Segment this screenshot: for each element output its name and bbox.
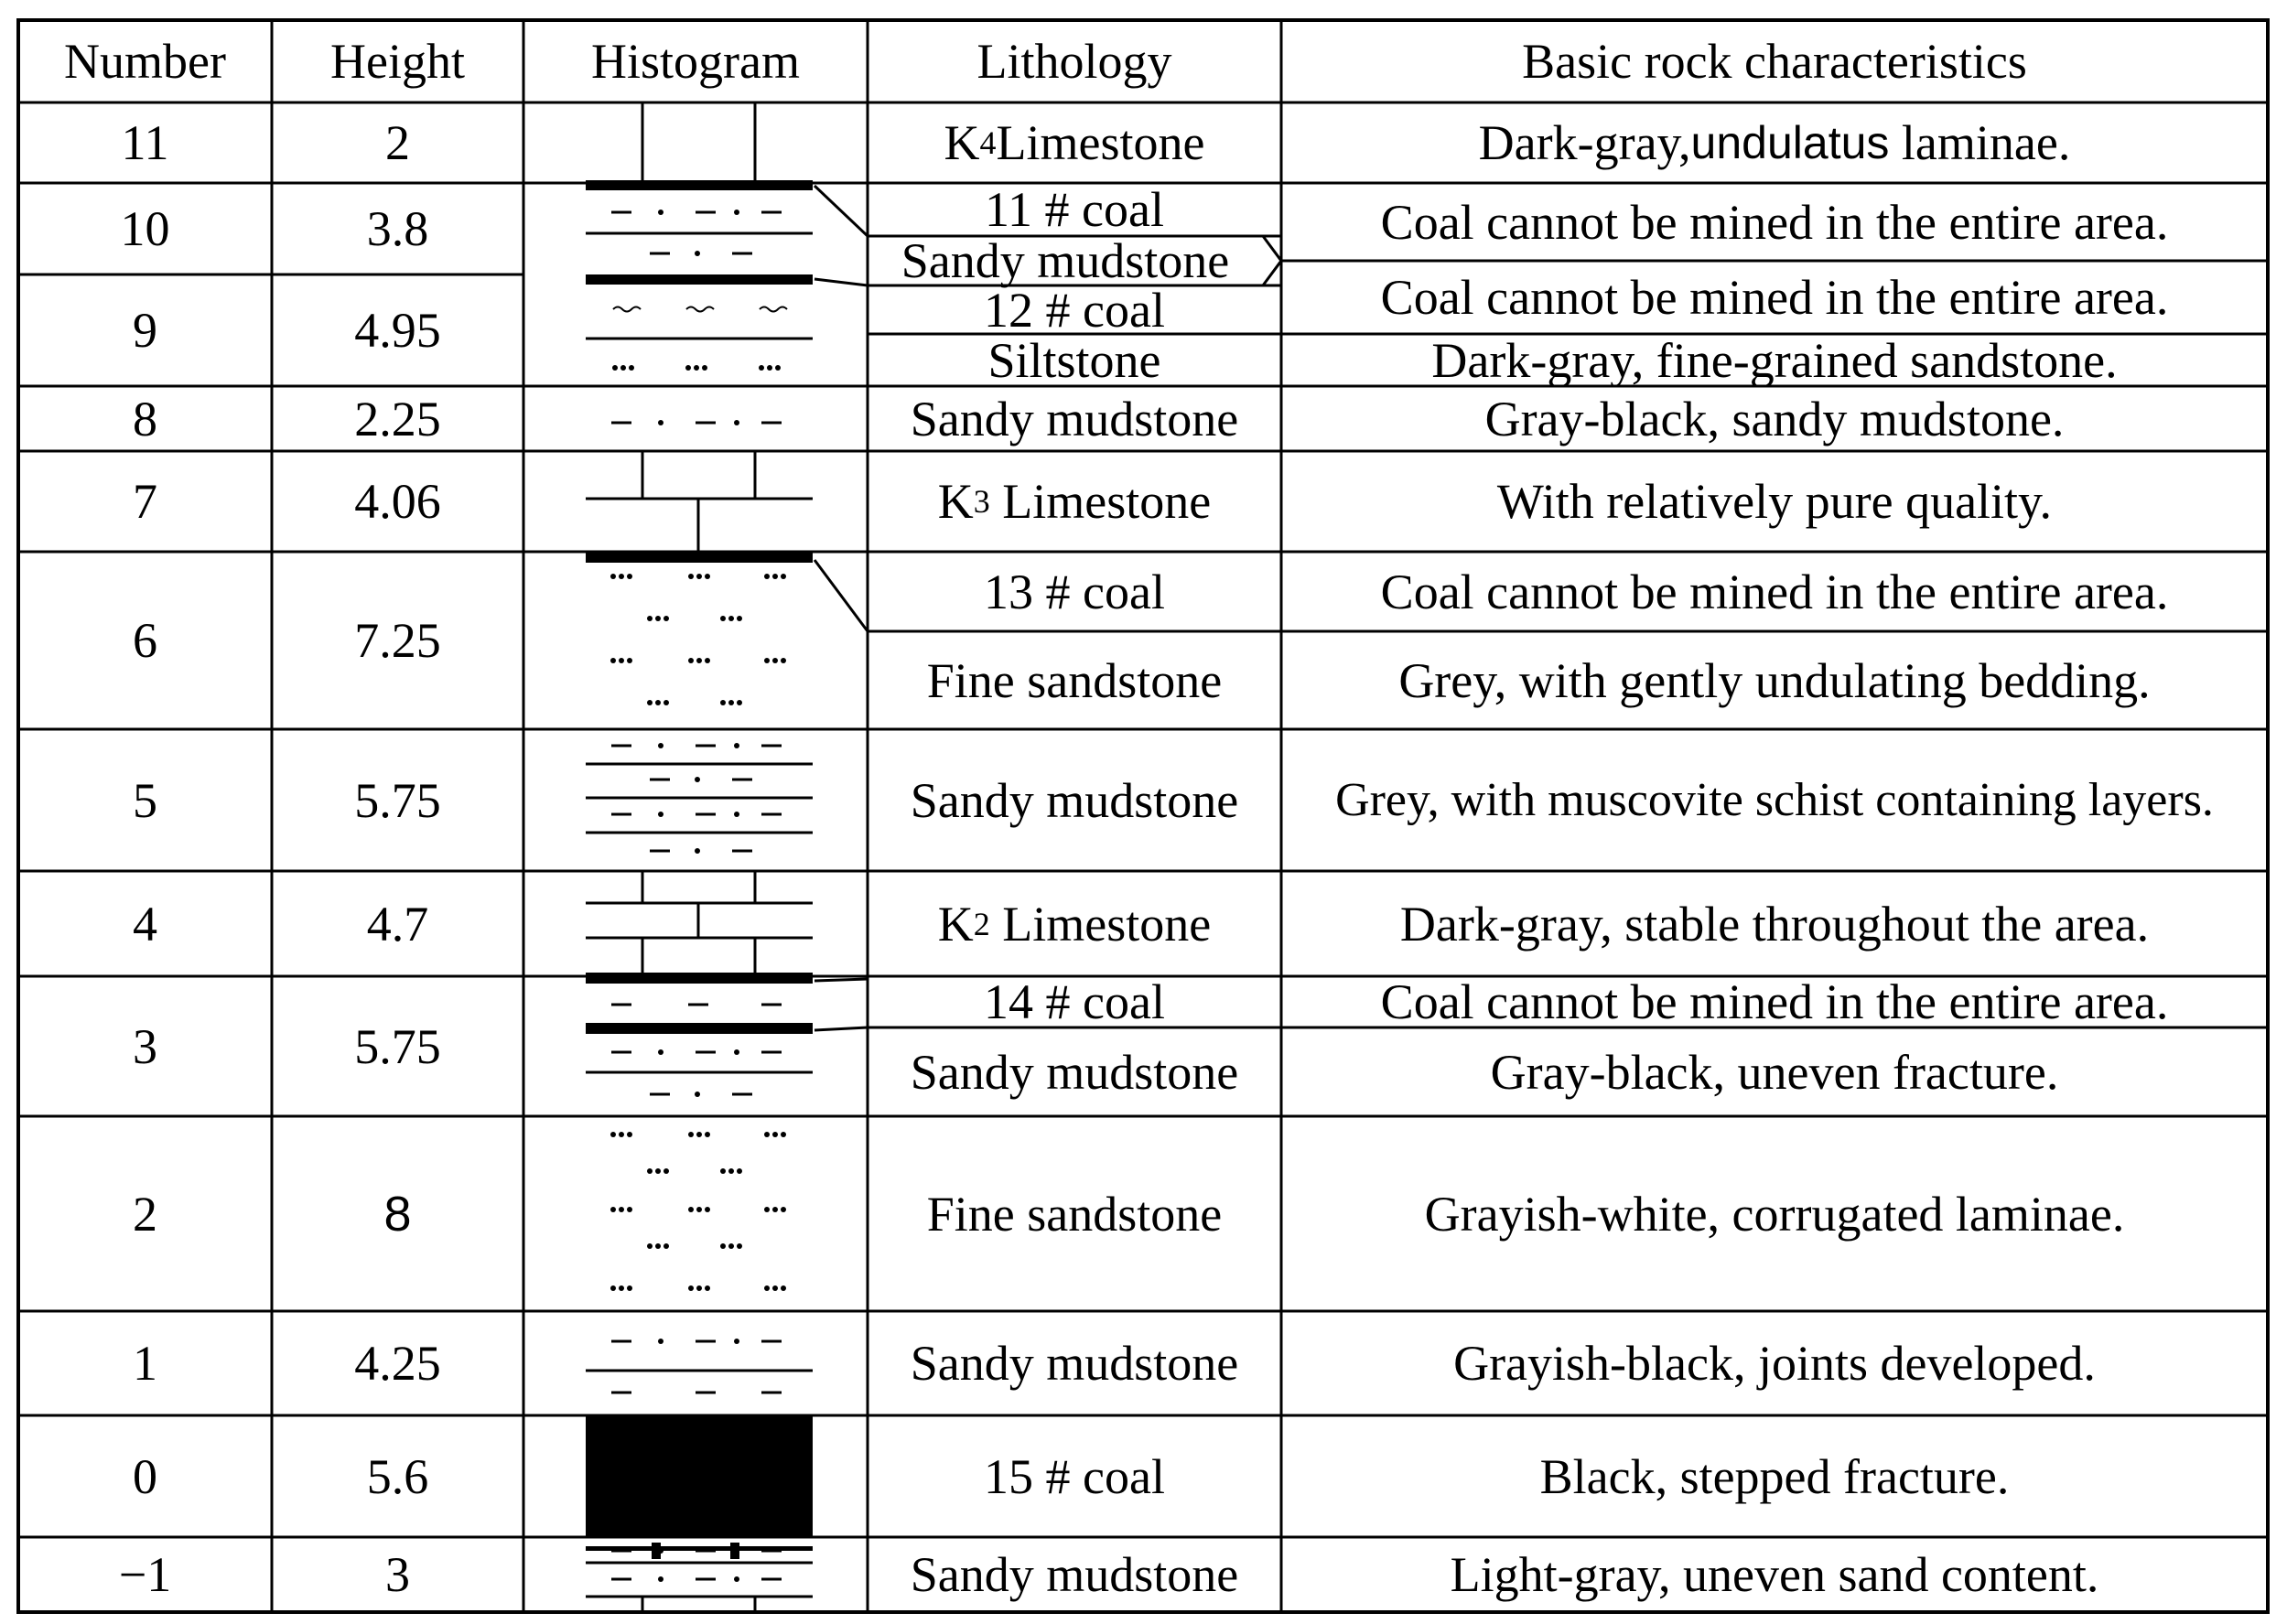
- lithology-prefix: K: [937, 896, 974, 952]
- hist-sand-dot: [619, 1207, 624, 1212]
- characteristics-cell: Coal cannot be mined in the entire area.: [1380, 974, 2169, 1029]
- lithology-cell: Siltstone: [987, 332, 1161, 388]
- hist-sand-dot: [610, 1132, 616, 1137]
- hist-sand-dot: [764, 658, 770, 663]
- hist-sand-dot: [619, 658, 624, 663]
- hist-sand-dot: [772, 1132, 778, 1137]
- hist-coal-streak: [652, 1543, 661, 1559]
- hist-sand-dot: [737, 1243, 742, 1249]
- characteristics-term: undulatus: [1690, 117, 1890, 168]
- row-number: 0: [133, 1448, 157, 1504]
- lithology-cell: [868, 871, 1281, 976]
- hist-silt-wave: [613, 307, 641, 312]
- lithology-cell: Sandy mudstone: [910, 1336, 1239, 1391]
- row-height: 5.6: [366, 1448, 429, 1504]
- characteristics-cell: Grayish-black, joints developed.: [1453, 1336, 2096, 1391]
- hist-sand-dot: [728, 700, 734, 705]
- lithology-cell: Fine sandstone: [926, 652, 1223, 708]
- hist-sand-dot: [728, 616, 734, 621]
- hist-sand-dot: [685, 365, 691, 371]
- hist-sand-dot: [627, 1285, 632, 1291]
- row-height: 8: [383, 1186, 412, 1242]
- hist-mud-dot: [695, 777, 700, 782]
- hist-coal-band: [586, 552, 813, 563]
- row-height: 2.25: [354, 391, 441, 446]
- characteristics-prefix: Dark-gray,: [1478, 115, 1691, 170]
- hist-sand-dot: [764, 1132, 770, 1137]
- hist-sand-dot: [612, 365, 618, 371]
- lithology-cell: 15 # coal: [984, 1448, 1165, 1504]
- hist-sand-dot: [772, 658, 778, 663]
- hist-sand-dot: [705, 1132, 710, 1137]
- hist-sand-dot: [647, 1243, 653, 1249]
- header-histogram: Histogram: [591, 34, 800, 89]
- hist-mud-dot: [695, 251, 700, 256]
- hist-sand-dot: [737, 1168, 742, 1174]
- hist-sand-dot: [663, 700, 669, 705]
- row-height: 4.25: [354, 1336, 441, 1391]
- hist-sand-dot: [627, 574, 632, 579]
- characteristics-cell: Grey, with muscovite schist containing layers.: [1335, 773, 2214, 826]
- hist-sand-dot: [610, 574, 616, 579]
- hist-sand-dot: [688, 658, 694, 663]
- lithology-cell: 14 # coal: [984, 974, 1165, 1029]
- hist-sand-dot: [781, 1207, 786, 1212]
- row-height: 5.75: [354, 1018, 441, 1074]
- hist-sand-dot: [696, 658, 702, 663]
- row-number: 3: [133, 1018, 157, 1074]
- hist-sand-dot: [772, 1285, 778, 1291]
- lithology-subscript: 4: [979, 124, 997, 161]
- lithology-suffix: Limestone: [989, 474, 1212, 529]
- characteristics-cell: Gray-black, sandy mudstone.: [1484, 391, 2065, 446]
- lithology-prefix: K: [937, 474, 974, 529]
- hist-mud-dot: [658, 1049, 663, 1055]
- hist-sand-dot: [619, 1285, 624, 1291]
- hist-sand-dot: [627, 1207, 632, 1212]
- row-number: −1: [118, 1547, 172, 1602]
- hist-sand-dot: [647, 616, 653, 621]
- hist-sand-dot: [705, 1285, 710, 1291]
- lithology-cell: Sandy mudstone: [910, 1547, 1239, 1602]
- hist-mud-dot: [734, 1049, 739, 1055]
- characteristics-cell: Dark-gray, fine-grained sandstone.: [1431, 332, 2118, 388]
- hist-sand-dot: [781, 1132, 786, 1137]
- lithology-cell: 13 # coal: [984, 564, 1165, 619]
- hist-sand-dot: [663, 1168, 669, 1174]
- row-number: 10: [120, 201, 170, 256]
- row-height: 4.06: [354, 474, 441, 529]
- characteristics-cell: Dark-gray, stable throughout the area.: [1399, 896, 2150, 952]
- hist-sand-dot: [728, 1243, 734, 1249]
- hist-sand-dot: [764, 1285, 770, 1291]
- hist-sand-dot: [629, 365, 634, 371]
- hist-sand-dot: [696, 574, 702, 579]
- hist-sand-dot: [720, 1168, 726, 1174]
- row-number: 2: [133, 1186, 157, 1242]
- row-number: 11: [121, 115, 169, 170]
- hist-sand-dot: [688, 1132, 694, 1137]
- hist-silt-wave: [686, 307, 714, 312]
- hist-mud-dot: [658, 1339, 663, 1344]
- hist-sand-dot: [720, 1243, 726, 1249]
- hist-mud-dot: [734, 210, 739, 215]
- lithology-cell: Sandy mudstone: [910, 772, 1239, 828]
- hist-sand-dot: [696, 1285, 702, 1291]
- hist-mud-dot: [695, 848, 700, 854]
- hist-mud-dot: [695, 1092, 700, 1097]
- hist-sand-dot: [737, 700, 742, 705]
- characteristics-cell: Grayish-white, corrugated laminae.: [1424, 1186, 2125, 1242]
- hist-sand-dot: [737, 616, 742, 621]
- hist-coal-band: [586, 180, 813, 190]
- hist-sand-dot: [705, 574, 710, 579]
- hist-sand-dot: [627, 1132, 632, 1137]
- hist-coal-streak: [730, 1543, 739, 1559]
- characteristics-cell: Grey, with gently undulating bedding.: [1398, 652, 2151, 708]
- row-height: 3: [385, 1547, 410, 1602]
- row-height: 2: [385, 115, 410, 170]
- hist-sand-dot: [647, 700, 653, 705]
- row-number: 1: [133, 1336, 157, 1391]
- lithology-cell: Sandy mudstone: [910, 1044, 1239, 1100]
- lithology-cell: 12 # coal: [984, 282, 1165, 338]
- hist-sand-dot: [720, 616, 726, 621]
- hist-mud-dot: [734, 1339, 739, 1344]
- row-number: 7: [133, 474, 157, 529]
- hist-mud-dot: [658, 210, 663, 215]
- characteristics-suffix: laminae.: [1889, 115, 2071, 170]
- characteristics-cell: Coal cannot be mined in the entire area.: [1380, 270, 2169, 325]
- hist-sand-dot: [775, 365, 781, 371]
- characteristics-cell: [1281, 102, 2268, 183]
- hist-coal-band: [586, 1415, 813, 1537]
- hist-sand-dot: [772, 574, 778, 579]
- hist-sand-dot: [610, 1285, 616, 1291]
- header-height: Height: [330, 34, 465, 89]
- hist-sand-dot: [655, 1243, 661, 1249]
- hist-silt-wave: [760, 307, 787, 312]
- header-number: Number: [64, 34, 226, 89]
- lithology-suffix: Limestone: [989, 896, 1212, 952]
- lithology-cell: [868, 451, 1281, 552]
- hist-coal-band: [586, 1023, 813, 1034]
- hist-sand-dot: [728, 1168, 734, 1174]
- lithology-cell: Fine sandstone: [926, 1186, 1223, 1242]
- characteristics-cell: With relatively pure quality.: [1496, 474, 2053, 529]
- hist-sand-dot: [705, 658, 710, 663]
- hist-sand-dot: [702, 365, 707, 371]
- hist-sand-dot: [610, 1207, 616, 1212]
- hist-sand-dot: [694, 365, 699, 371]
- hist-sand-dot: [627, 658, 632, 663]
- hist-sand-dot: [720, 700, 726, 705]
- hist-sand-dot: [688, 1207, 694, 1212]
- hist-sand-dot: [781, 1285, 786, 1291]
- row-number: 9: [133, 303, 157, 358]
- characteristics-cell: Coal cannot be mined in the entire area.: [1380, 564, 2169, 619]
- header-characteristics: Basic rock characteristics: [1522, 34, 2027, 89]
- hist-sand-dot: [655, 616, 661, 621]
- row-number: 4: [133, 896, 157, 952]
- hist-mud-dot: [734, 812, 739, 817]
- lithology-cell: Sandy mudstone: [901, 233, 1230, 288]
- row-height: 3.8: [366, 201, 429, 256]
- hist-sand-dot: [772, 1207, 778, 1212]
- hist-sand-dot: [696, 1132, 702, 1137]
- hist-sand-dot: [764, 574, 770, 579]
- hist-sand-dot: [781, 574, 786, 579]
- hist-mud-dot: [658, 1576, 663, 1582]
- hist-sand-dot: [619, 574, 624, 579]
- hist-sand-dot: [663, 1243, 669, 1249]
- lithology-prefix: K: [944, 115, 980, 170]
- hist-sand-dot: [655, 1168, 661, 1174]
- hist-coal-band: [586, 274, 813, 285]
- row-height: 4.7: [366, 896, 429, 952]
- hist-coal-band: [586, 1546, 813, 1551]
- row-number: 6: [133, 613, 157, 668]
- hist-sand-dot: [647, 1168, 653, 1174]
- hist-sand-dot: [688, 1285, 694, 1291]
- hist-sand-dot: [688, 574, 694, 579]
- characteristics-cell: Coal cannot be mined in the entire area.: [1380, 194, 2169, 250]
- hist-sand-dot: [655, 700, 661, 705]
- characteristics-cell: Black, stepped fracture.: [1539, 1448, 2010, 1504]
- row-height: 4.95: [354, 303, 441, 358]
- lithology-cell: [868, 102, 1281, 183]
- characteristics-cell: Gray-black, uneven fracture.: [1490, 1044, 2059, 1100]
- hist-mud-dot: [734, 743, 739, 748]
- hist-sand-dot: [619, 1132, 624, 1137]
- row-height: 7.25: [354, 613, 441, 668]
- characteristics-cell: Light-gray, uneven sand content.: [1450, 1547, 2099, 1602]
- row-height: 5.75: [354, 772, 441, 828]
- hist-mud-dot: [658, 812, 663, 817]
- lithology-subscript: 3: [973, 483, 990, 520]
- row-number: 5: [133, 772, 157, 828]
- hist-mud-dot: [658, 420, 663, 425]
- hist-sand-dot: [696, 1207, 702, 1212]
- lithology-cell: 11 # coal: [985, 182, 1164, 237]
- hist-sand-dot: [663, 616, 669, 621]
- lithology-subscript: 2: [973, 905, 990, 942]
- hist-mud-dot: [734, 420, 739, 425]
- hist-mud-dot: [658, 743, 663, 748]
- hist-sand-dot: [759, 365, 764, 371]
- header-lithology: Lithology: [976, 34, 1172, 89]
- hist-coal-band: [586, 973, 813, 984]
- lithology-suffix: Limestone: [996, 115, 1205, 170]
- hist-sand-dot: [764, 1207, 770, 1212]
- hist-sand-dot: [781, 658, 786, 663]
- hist-sand-dot: [620, 365, 626, 371]
- hist-sand-dot: [705, 1207, 710, 1212]
- lithology-cell: Sandy mudstone: [910, 391, 1239, 446]
- row-number: 8: [133, 391, 157, 446]
- hist-sand-dot: [610, 658, 616, 663]
- hist-sand-dot: [767, 365, 772, 371]
- hist-mud-dot: [734, 1576, 739, 1582]
